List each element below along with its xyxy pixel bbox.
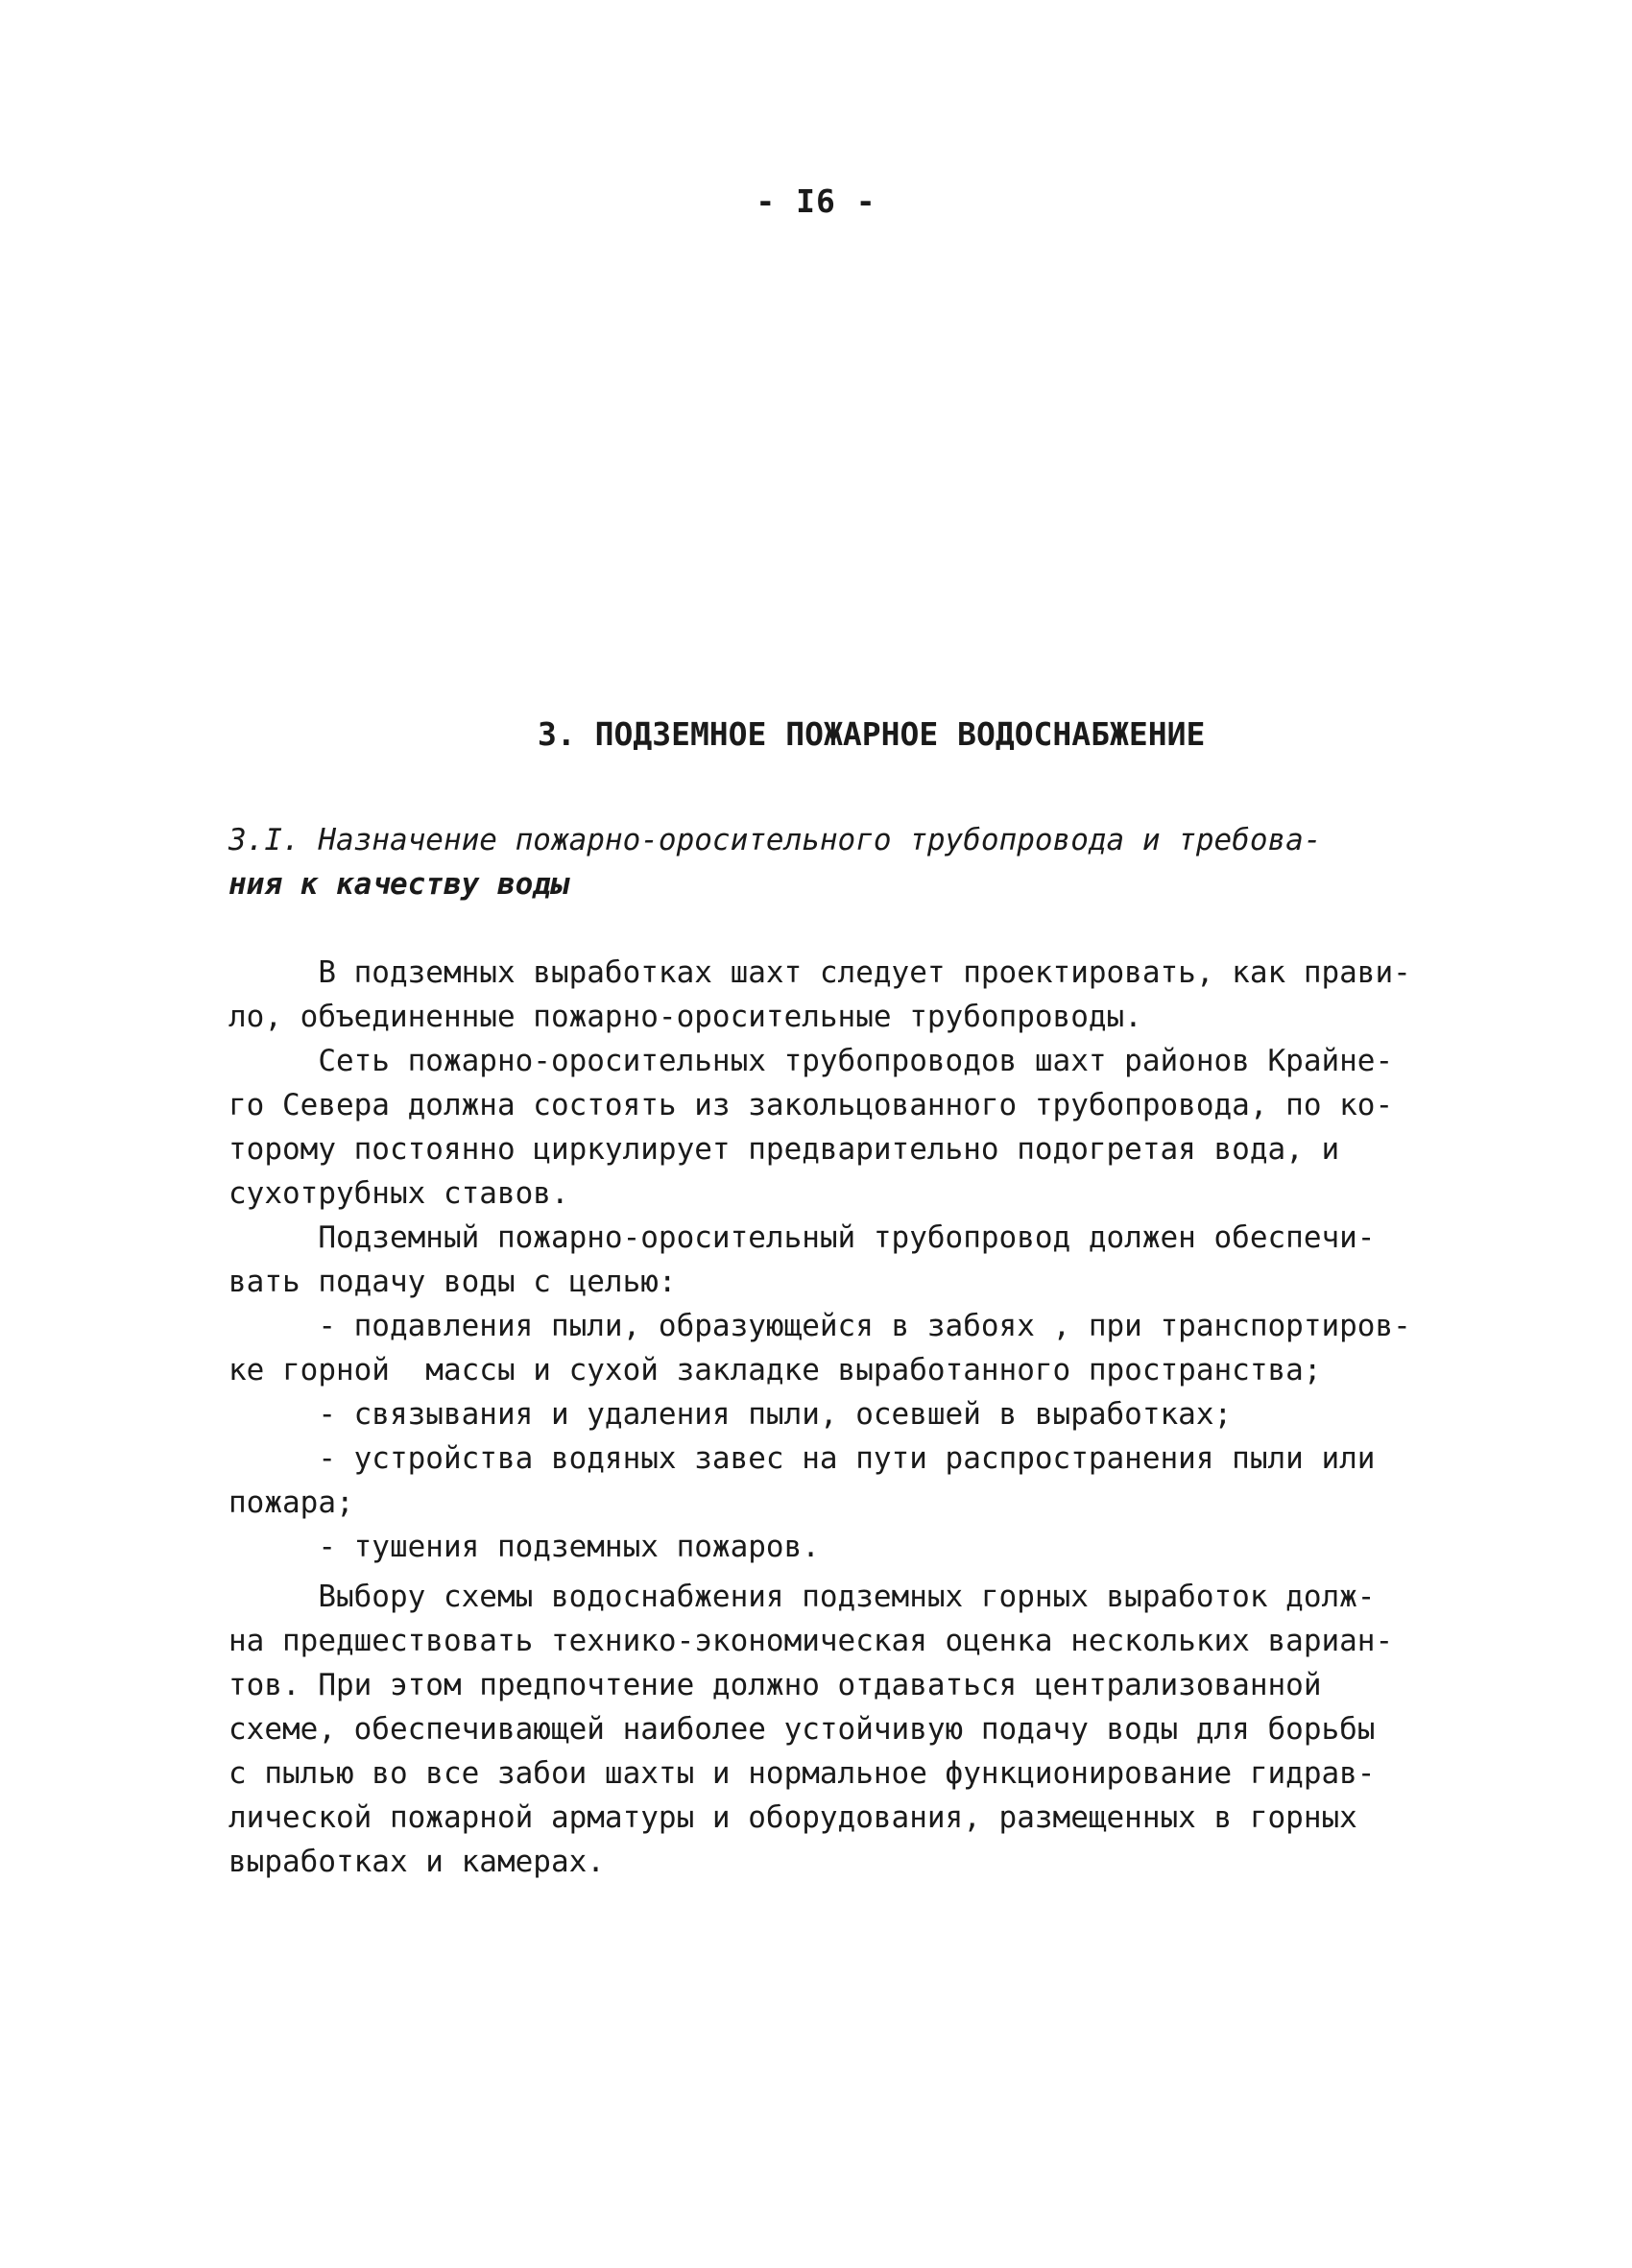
body-line: Выбору схемы водоснабжения подземных горных выработок долж-	[228, 1580, 1376, 1614]
body-line: пожара;	[228, 1485, 354, 1520]
body-line: го Севера должна состоять из закольцованного трубопровода, по ко-	[228, 1088, 1394, 1122]
body-line: сухотрубных ставов.	[228, 1176, 569, 1211]
body-line: - тушения подземных пожаров.	[228, 1530, 820, 1564]
body-line: ке горной массы и сухой закладке выработанного пространства;	[228, 1353, 1322, 1387]
body-line: - связывания и удаления пыли, осевшей в выработках;	[228, 1397, 1233, 1432]
body-line: тов. При этом предпочтение должно отдаваться централизованной	[228, 1668, 1322, 1702]
body-line: - подавления пыли, образующейся в забоях , при транспортиров-	[228, 1309, 1411, 1343]
subsection-title-line: ния к качеству воды	[228, 867, 569, 902]
body-line: с пылью во все забои шахты и нормальное функционирование гидрав-	[228, 1756, 1376, 1791]
body-line: на предшествовать технико-экономическая оценка нескольких вариан-	[228, 1624, 1394, 1658]
body-line: Подземный пожарно-оросительный трубопровод должен обеспечи-	[228, 1220, 1376, 1255]
section-heading: 3. ПОДЗЕМНОЕ ПОЖАРНОЕ ВОДОСНАБЖЕНИЕ	[538, 715, 1206, 753]
body-line: лической пожарной арматуры и оборудования, размещенных в горных	[228, 1800, 1357, 1835]
body-paragraphs	[228, 951, 1409, 1569]
body-line: Сеть пожарно-оросительных трубопроводов шахт районов Крайне-	[228, 1044, 1394, 1078]
page-number: - I6 -	[756, 182, 876, 220]
body-line: В подземных выработках шахт следует проектировать, как прави-	[228, 955, 1411, 990]
body-line: схеме, обеспечивающей наиболее устойчивую подачу воды для борьбы	[228, 1712, 1376, 1747]
body-line: выработках и камерах.	[228, 1845, 605, 1879]
body-line: ло, объединенные пожарно-оросительные трубопроводы.	[228, 1000, 1142, 1034]
subsection-title-line: 3.I. Назначение пожарно-оросительного трубопровода и требова-	[228, 823, 1322, 857]
body-paragraph-final	[228, 1575, 1409, 1884]
body-line: торому постоянно циркулирует предварительно подогретая вода, и	[228, 1132, 1340, 1167]
body-line: - устройства водяных завес на пути распространения пыли или	[228, 1441, 1376, 1476]
body-line: вать подачу воды с целью:	[228, 1265, 677, 1299]
subsection-title	[228, 818, 1409, 906]
